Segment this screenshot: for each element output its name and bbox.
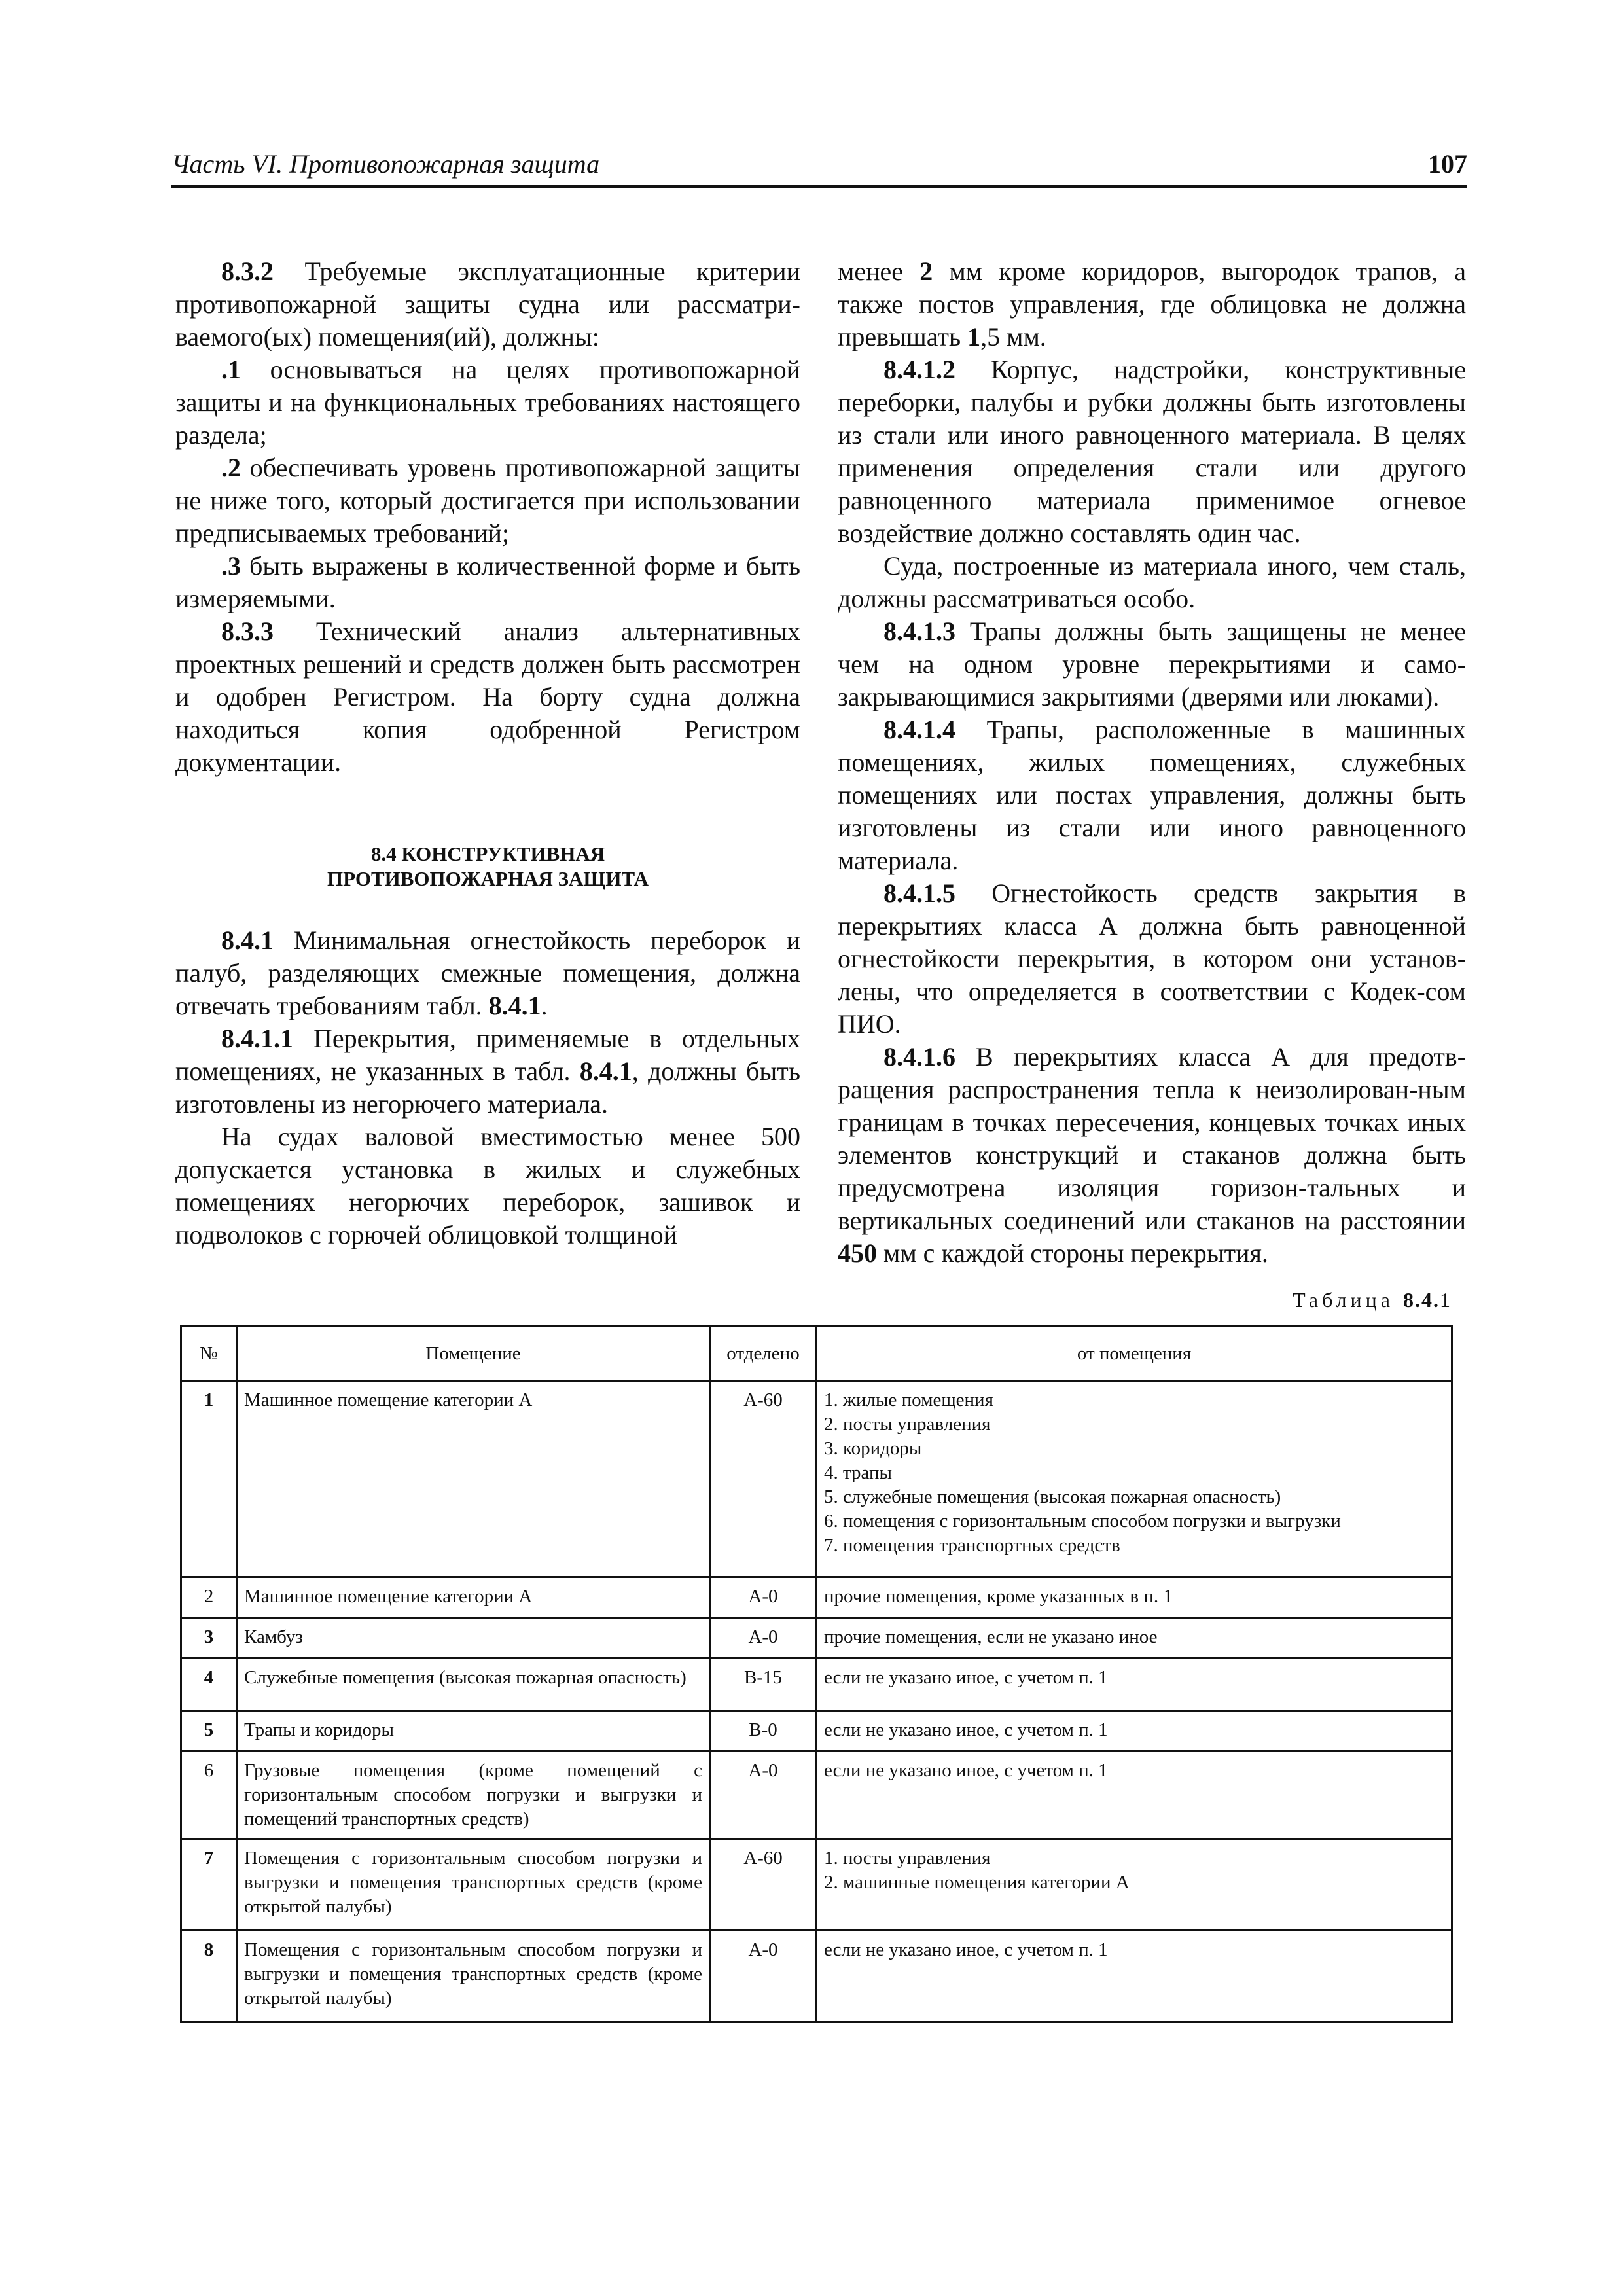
cell-from-rooms xyxy=(817,1751,1452,1839)
from-room-item: 3. коридоры xyxy=(824,1438,922,1459)
paragraph-8-4-1-5: 8.4.1.5 Огнестойкость средств закрытия в перекрытиях класса А должна быть равноценной огнестойкости перекрытия, в котором они установ-лены, что определяется в соответствии с Кодек-сом ПИО. xyxy=(838,878,1466,1039)
cell-number: 6 xyxy=(181,1751,237,1839)
section-title: 8.4 КОНСТРУКТИВНАЯ ПРОТИВОПОЖАРНАЯ ЗАЩИТА xyxy=(327,842,649,890)
table-row xyxy=(181,1751,1452,1839)
page-header xyxy=(171,145,1467,188)
cell-separation-class: А-60 xyxy=(710,1381,817,1577)
from-room-item: 2. посты управления xyxy=(824,1414,991,1435)
paragraph-8-3-2: 8.3.2 Требуемые эксплуатационные критерии противопожарной защиты судна или рассматри-ваемого(ых) помещения(ий), должны: xyxy=(175,257,800,351)
from-room-item: 6. помещения с горизонтальным способом погрузки и выгрузки xyxy=(824,1511,1341,1532)
running-title: Часть VI. Противопожарная защита xyxy=(171,149,600,179)
table-row xyxy=(181,1381,1452,1577)
cell-from-rooms xyxy=(817,1659,1452,1711)
from-room-item: если не указано иное, с учетом п. 1 xyxy=(824,1939,1108,1960)
cell-separation-class: А-0 xyxy=(710,1618,817,1659)
cell-separation-class: А-60 xyxy=(710,1839,817,1931)
header-room: Помещение xyxy=(237,1327,710,1381)
fire-integrity-table xyxy=(180,1325,1453,2023)
from-room-item: 1. посты управления xyxy=(824,1848,991,1869)
table-row xyxy=(181,1711,1452,1751)
table-row xyxy=(181,1618,1452,1659)
cell-room: Грузовые помещения (кроме помещений с горизонтальным способом погрузки и выгрузки и помещений транспортных средств) xyxy=(237,1751,710,1839)
paragraph-non-steel: Суда, построенные из материала иного, чем сталь, должны рассматриваться особо. xyxy=(838,551,1466,613)
from-room-item: если не указано иное, с учетом п. 1 xyxy=(824,1667,1108,1688)
cell-from-rooms xyxy=(817,1839,1452,1931)
header-from-room: от помещения xyxy=(817,1327,1452,1381)
from-room-item: 5. служебные помещения (высокая пожарная опасность) xyxy=(824,1486,1281,1507)
cell-room: Помещения с горизонтальным способом погрузки и выгрузки и помещения транспортных средств (кроме открытой палубы) xyxy=(237,1839,710,1931)
from-room-item: прочие помещения, если не указано иное xyxy=(824,1626,1158,1647)
page-number: 107 xyxy=(1428,149,1467,179)
from-room-item: прочие помещения, кроме указанных в п. 1 xyxy=(824,1586,1173,1607)
table-caption: Таблица 8.4.1 xyxy=(1293,1288,1454,1312)
table-row xyxy=(181,1931,1452,2022)
paragraph-8-4-1-6: 8.4.1.6 В перекрытиях класса А для предотв-ращения распространения тепла к неизолирован-ным границам в точках пересечения, концевых точках иных элементов конструкций и стаканов должна быть предусмотрена изоляция горизон-тальных и вертикальных соединений или стаканов на расстоянии 450 мм с каждой стороны перекрытия. xyxy=(838,1042,1466,1268)
cell-from-rooms xyxy=(817,1577,1452,1618)
cell-number: 5 xyxy=(181,1711,237,1751)
cell-number: 8 xyxy=(181,1931,237,2022)
cell-from-rooms xyxy=(817,1711,1452,1751)
paragraph-8-4-1-2: 8.4.1.2 Корпус, надстройки, конструктивные переборки, палубы и рубки должны быть изготовлены из стали или иного равноценного материала. В целях применения определения стали или другого равноценного материала применимое огневое воздействие должно составлять один час. xyxy=(838,355,1466,548)
list-item-2: .2 обеспечивать уровень противопожарной защиты не ниже того, который достигается при использовании предписываемых требований; xyxy=(175,453,800,548)
header-number: № xyxy=(181,1327,237,1381)
header-separated: отделено xyxy=(710,1327,817,1381)
cell-number: 2 xyxy=(181,1577,237,1618)
from-room-item: 7. помещения транспортных средств xyxy=(824,1535,1120,1556)
list-item-1: .1 основываться на целях противопожарной защиты и на функциональных требованиях настоящего раздела; xyxy=(175,355,800,450)
from-room-item: 1. жилые помещения xyxy=(824,1390,993,1410)
cell-separation-class: А-0 xyxy=(710,1751,817,1839)
from-room-item: если не указано иное, с учетом п. 1 xyxy=(824,1719,1108,1740)
cell-from-rooms xyxy=(817,1931,1452,2022)
cell-number: 4 xyxy=(181,1659,237,1711)
paragraph-continuation: менее 2 мм кроме коридоров, выгородок трапов, а также постов управления, где облицовка не должна превышать 1,5 мм. xyxy=(838,257,1466,351)
cell-separation-class: В-0 xyxy=(710,1711,817,1751)
cell-separation-class: А-0 xyxy=(710,1931,817,2022)
cell-number: 3 xyxy=(181,1618,237,1659)
left-column xyxy=(175,255,800,1251)
cell-room: Машинное помещение категории А xyxy=(237,1381,710,1577)
cell-from-rooms xyxy=(817,1618,1452,1659)
paragraph-8-3-3: 8.3.3 Технический анализ альтернативных проектных решений и средств должен быть рассмотрен и одобрен Регистром. На борту судна должна находиться копия одобренной Регистром документации. xyxy=(175,617,800,777)
from-room-item: если не указано иное, с учетом п. 1 xyxy=(824,1760,1108,1781)
cell-room: Машинное помещение категории А xyxy=(237,1577,710,1618)
paragraph-gross-tonnage: На судах валовой вместимостью менее 500 допускается установка в жилых и служебных помещениях негорючих переборок, зашивок и подволоков с горючей облицовкой толщиной xyxy=(175,1122,800,1249)
cell-room: Трапы и коридоры xyxy=(237,1711,710,1751)
cell-from-rooms xyxy=(817,1381,1452,1577)
from-room-item: 4. трапы xyxy=(824,1462,893,1483)
right-column xyxy=(838,255,1466,1270)
paragraph-8-4-1-4: 8.4.1.4 Трапы, расположенные в машинных помещениях, жилых помещениях, служебных помещениях или постах управления, должны быть изготовлены из стали или иного равноценного материала. xyxy=(838,715,1466,875)
paragraph-8-4-1-1: 8.4.1.1 Перекрытия, применяемые в отдельных помещениях, не указанных в табл. 8.4.1, должны быть изготовлены из негорючего материала. xyxy=(175,1024,801,1119)
paragraph-8-4-1-3: 8.4.1.3 Трапы должны быть защищены не менее чем на одном уровне перекрытиями и само-закрывающимися закрытиями (дверями или люками). xyxy=(838,617,1466,711)
cell-number: 1 xyxy=(181,1381,237,1577)
cell-room: Помещения с горизонтальным способом погрузки и выгрузки и помещения транспортных средств (кроме открытой палубы) xyxy=(237,1931,710,2022)
from-room-item: 2. машинные помещения категории А xyxy=(824,1872,1130,1893)
paragraph-8-4-1: 8.4.1 Минимальная огнестойкость переборок и палуб, разделяющих смежные помещения, должна отвечать требованиям табл. 8.4.1. xyxy=(175,925,800,1020)
table-row xyxy=(181,1839,1452,1931)
table-row xyxy=(181,1577,1452,1618)
cell-room: Служебные помещения (высокая пожарная опасность) xyxy=(237,1659,710,1711)
table-header-row xyxy=(181,1327,1452,1381)
table-row xyxy=(181,1659,1452,1711)
list-item-3: .3 быть выражены в количественной форме и быть измеряемыми. xyxy=(175,551,800,613)
cell-room: Камбуз xyxy=(237,1618,710,1659)
cell-number: 7 xyxy=(181,1839,237,1931)
cell-separation-class: А-0 xyxy=(710,1577,817,1618)
cell-separation-class: В-15 xyxy=(710,1659,817,1711)
